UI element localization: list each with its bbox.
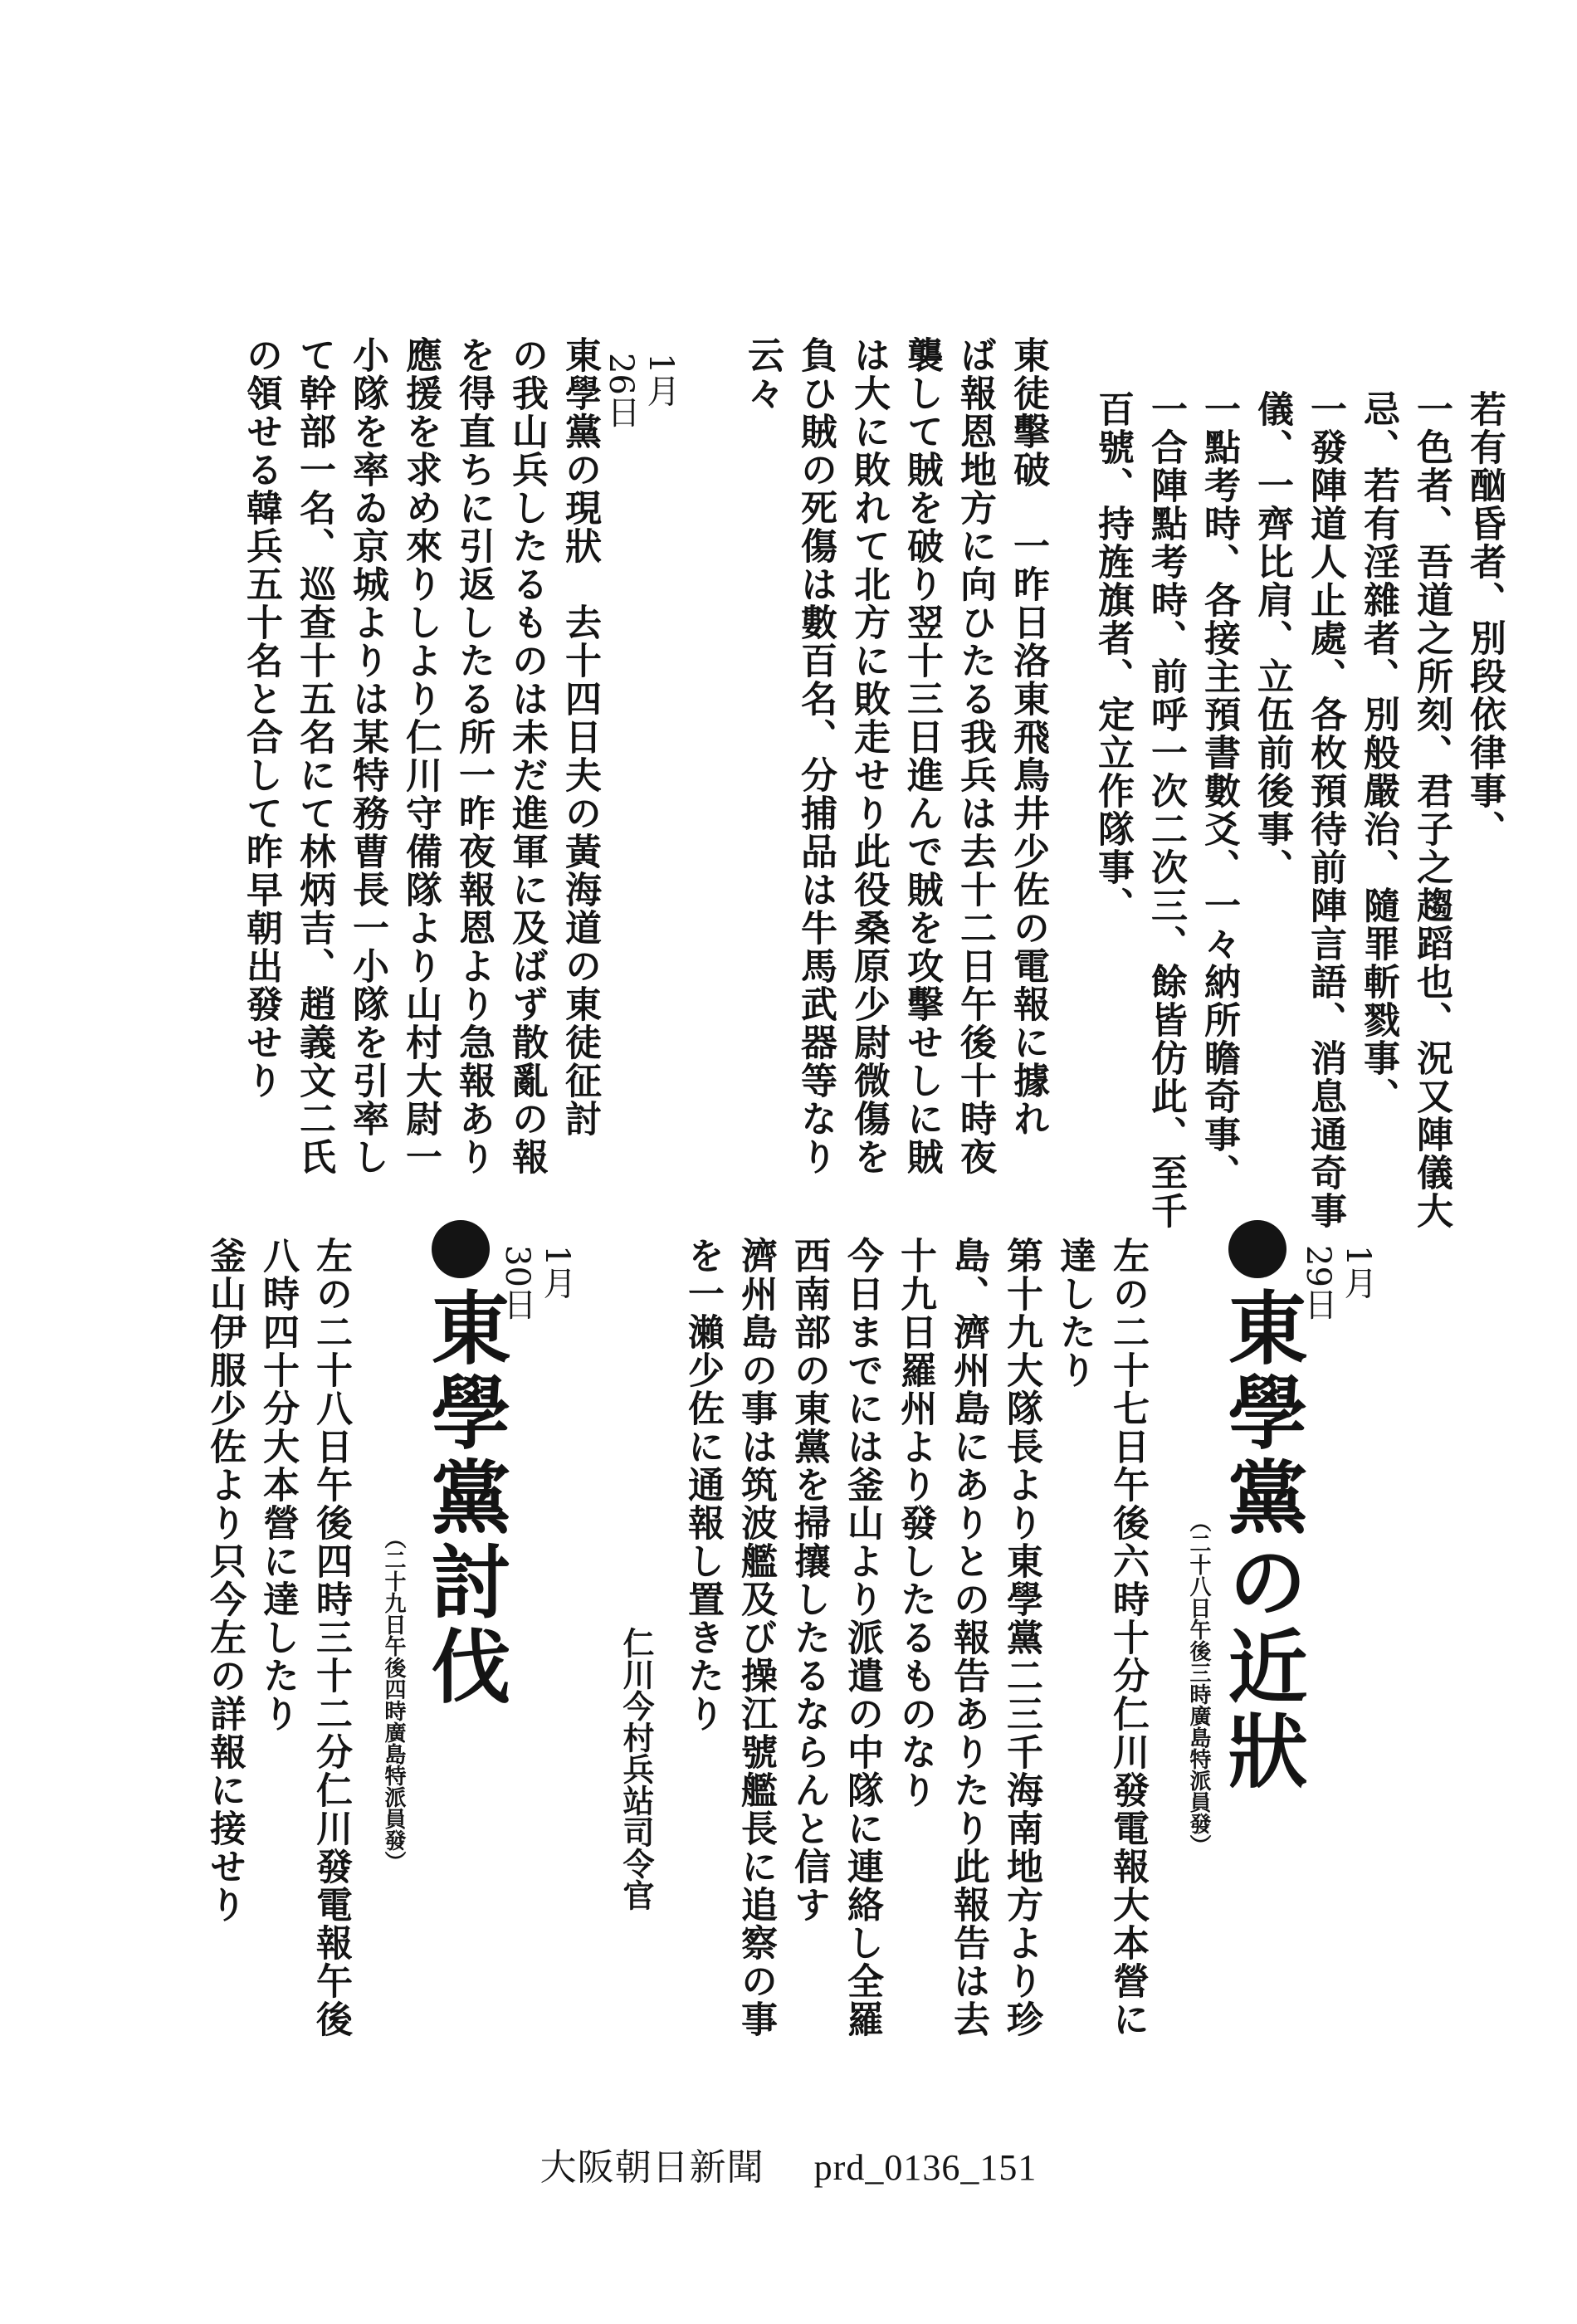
east-faction-defeat-report: 東徒擊破 一昨日洛東飛鳥井少佐の電報に據れ ば報恩地方に向ひたる我兵は去十二日午後十時夜 襲して賊を破り翌十三日進んで賊を攻擊せしに賊 は大に敗れて北方に敗走せり此役桑原少尉微傷を 負ひ賊の死傷は數百名、分捕品は牛馬武器等なり 云々	[741, 336, 1049, 1176]
date-month: 1月	[538, 1245, 576, 1300]
dispatch-subline: （二十八日午後三時廣島特派員發）	[1186, 1511, 1211, 1856]
donghak-suppression-article: 左の二十八日午後四時三十二分仁川發電報午後 八時四十分大本營に達したり 釜山伊服少佐より只今左の詳報に接せり	[203, 1237, 352, 2038]
dispatch-subline: （二十九日午後四時廣島特派員發）	[381, 1527, 406, 1872]
signature: 仁川今村兵站司令官	[618, 1627, 655, 1911]
date-label-jan-30	[498, 1245, 577, 1411]
headline-bullet-mark	[1228, 1220, 1286, 1278]
date-label-jan-29	[1299, 1245, 1378, 1411]
regulation-lines: 若有酗昏者、別段依律事、 一色者、吾道之所刻、君子之趨蹈也、況又陣儀大 忌、若有淫雜者、別般嚴治、隨罪斬戮事、 一發陣道人止處、各枚預待前陣言語、消息通奇事 儀、一齊比肩、立伍前後事、 一點考時、各接主預書數爻、一々納所瞻奇事、 一合陣點考時、前呼一次二次三、餘皆仿此、至千 百號、持旌旗者、定立作隊事、	[1091, 390, 1506, 1230]
donghak-status-article: 東學黨の現狀 去十四日夫の黃海道の東徒征討 の我山兵したるものは未だ進軍に及ばず散亂の報 を得直ちに引返したる所一昨夜報恩より急報あり 應援を求め來りしより仁川守備隊より山村大尉一 小隊を率ゐ京城よりは某特務曹長一小隊を引率し て幹部一名、巡查十五名にて林炳吉、趙義文二氏 の領せる韓兵五十名と合して昨早朝出發せり	[240, 336, 601, 1176]
headline-donghak-recent: 東學黨の近狀	[1215, 1286, 1309, 1794]
date-day: 26日	[602, 353, 640, 428]
archive-code: prd_0136_151	[813, 2147, 1038, 2188]
date-day: 29日	[1299, 1245, 1337, 1321]
headline-bullet-mark	[432, 1220, 490, 1278]
donghak-recent-article: 左の二十七日午後六時十分仁川發電報大本營に 達したり 第十九大隊長より東學黨二三千海南地方より珍 島、濟州島にありとの報告ありたり此報告は去 十九日羅州より發したるものなり 今日までには釜山より派遣の中隊に連絡し全羅 西南部の東黨を掃攘したるならんと信す 濟州島の事は筑波艦及び操江號艦長に追察の事 を一瀨少佐に通報し置きたり	[681, 1237, 1149, 2038]
date-day: 30日	[498, 1245, 536, 1321]
page-footer	[0, 2137, 1577, 2190]
date-label-jan-26	[602, 353, 681, 519]
date-month: 1月	[642, 353, 680, 408]
headline-donghak-suppression: 東學黨討伐	[418, 1286, 512, 1710]
newspaper-name: 大阪朝日新聞	[540, 2147, 764, 2188]
date-month: 1月	[1339, 1245, 1377, 1300]
